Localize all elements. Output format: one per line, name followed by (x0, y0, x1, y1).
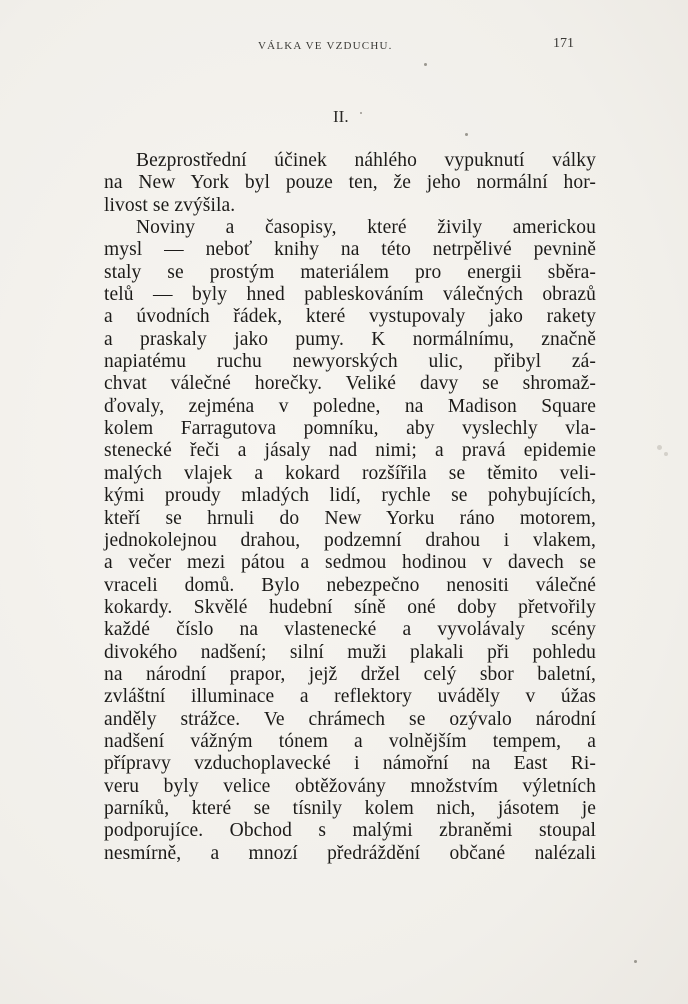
paper-speck (360, 112, 362, 114)
text-line: a večer mezi pátou a sedmou hodinou v davech se (104, 552, 596, 574)
text-line: a praskaly jako pumy. K normálnímu, značně (104, 328, 596, 350)
text-line: kolem Farragutova pomníku, aby vyslechly vla- (104, 418, 596, 440)
text-line: chvat válečné horečky. Veliké davy se shromaž- (104, 373, 596, 395)
text-line: Bezprostřední účinek náhlého vypuknutí války (136, 150, 596, 171)
text-line: malých vlajek a kokard rozšířila se těmito veli- (104, 462, 596, 484)
text-line: stenecké řeči a jásaly nad nimi; a pravá epidemie (104, 440, 596, 462)
text-line: napiatému ruchu newyorských ulic, přibyl zá- (104, 351, 596, 373)
text-line: Noviny a časopisy, které živily americkou (136, 217, 596, 239)
text-line: telů — byly hned pableskováním válečných obrazů (104, 284, 596, 306)
text-line: mysl — neboť knihy na této netrpělivé pevnině (104, 239, 596, 261)
text-line: a úvodních řádek, které vystupovaly jako rakety (104, 306, 596, 328)
text-line: anděly strážce. Ve chrámech se ozývalo národní (104, 708, 596, 730)
text-line: kteří se hrnuli do New Yorku ráno motorem, (104, 507, 596, 529)
text-line: zvláštní illuminace a reflektory uváděly v úžas (104, 686, 596, 708)
text-line: na národní prapor, jejž držel celý sbor baletní, (104, 663, 596, 685)
text-line: livost se zvýšila. (104, 194, 236, 216)
text-line: nesmírně, a mnozí předráždění občané nalézali (104, 842, 596, 864)
text-line: parníků, které se tísnily kolem nich, jásotem je (104, 797, 596, 819)
text-line: divokého nadšení; silní muži plakali při pohledu (104, 641, 596, 663)
chapter-number: II. (333, 107, 349, 126)
running-head: VÁLKA VE VZDUCHU. (258, 40, 393, 52)
text-line: přípravy vzduchoplavecké i námořní na East Ri- (104, 753, 596, 775)
text-line: kými proudy mladých lidí, rychle se pohybujících, (104, 485, 596, 507)
text-line: veru byly velice obtěžovány množstvím výletních (104, 775, 596, 797)
text-line: každé číslo na vlastenecké a vyvolávaly scény (104, 619, 596, 641)
text-line: jednokolejnou drahou, podzemní drahou i vlakem, (104, 529, 596, 551)
text-line: kokardy. Skvělé hudební síně oné doby přetvořily (104, 596, 596, 618)
text-line: podporujíce. Obchod s malými zbraněmi stoupal (104, 820, 596, 842)
paper-speck (664, 452, 668, 456)
paper-speck (657, 445, 662, 450)
page-number: 171 (553, 36, 574, 51)
text-line: staly se prostým materiálem pro energii sběra- (104, 261, 596, 283)
text-line: ďovaly, zejména v poledne, na Madison Square (104, 395, 596, 417)
paper-speck (424, 63, 427, 66)
text-line: na New York byl pouze ten, že jeho normální hor- (104, 172, 596, 194)
text-line: vraceli domů. Bylo nebezpečno nenositi válečné (104, 574, 596, 596)
paper-speck (465, 133, 468, 136)
paper-speck (634, 960, 637, 963)
body-text (104, 150, 596, 865)
text-line: nadšení vážným tónem a volnějším tempem, a (104, 730, 596, 752)
